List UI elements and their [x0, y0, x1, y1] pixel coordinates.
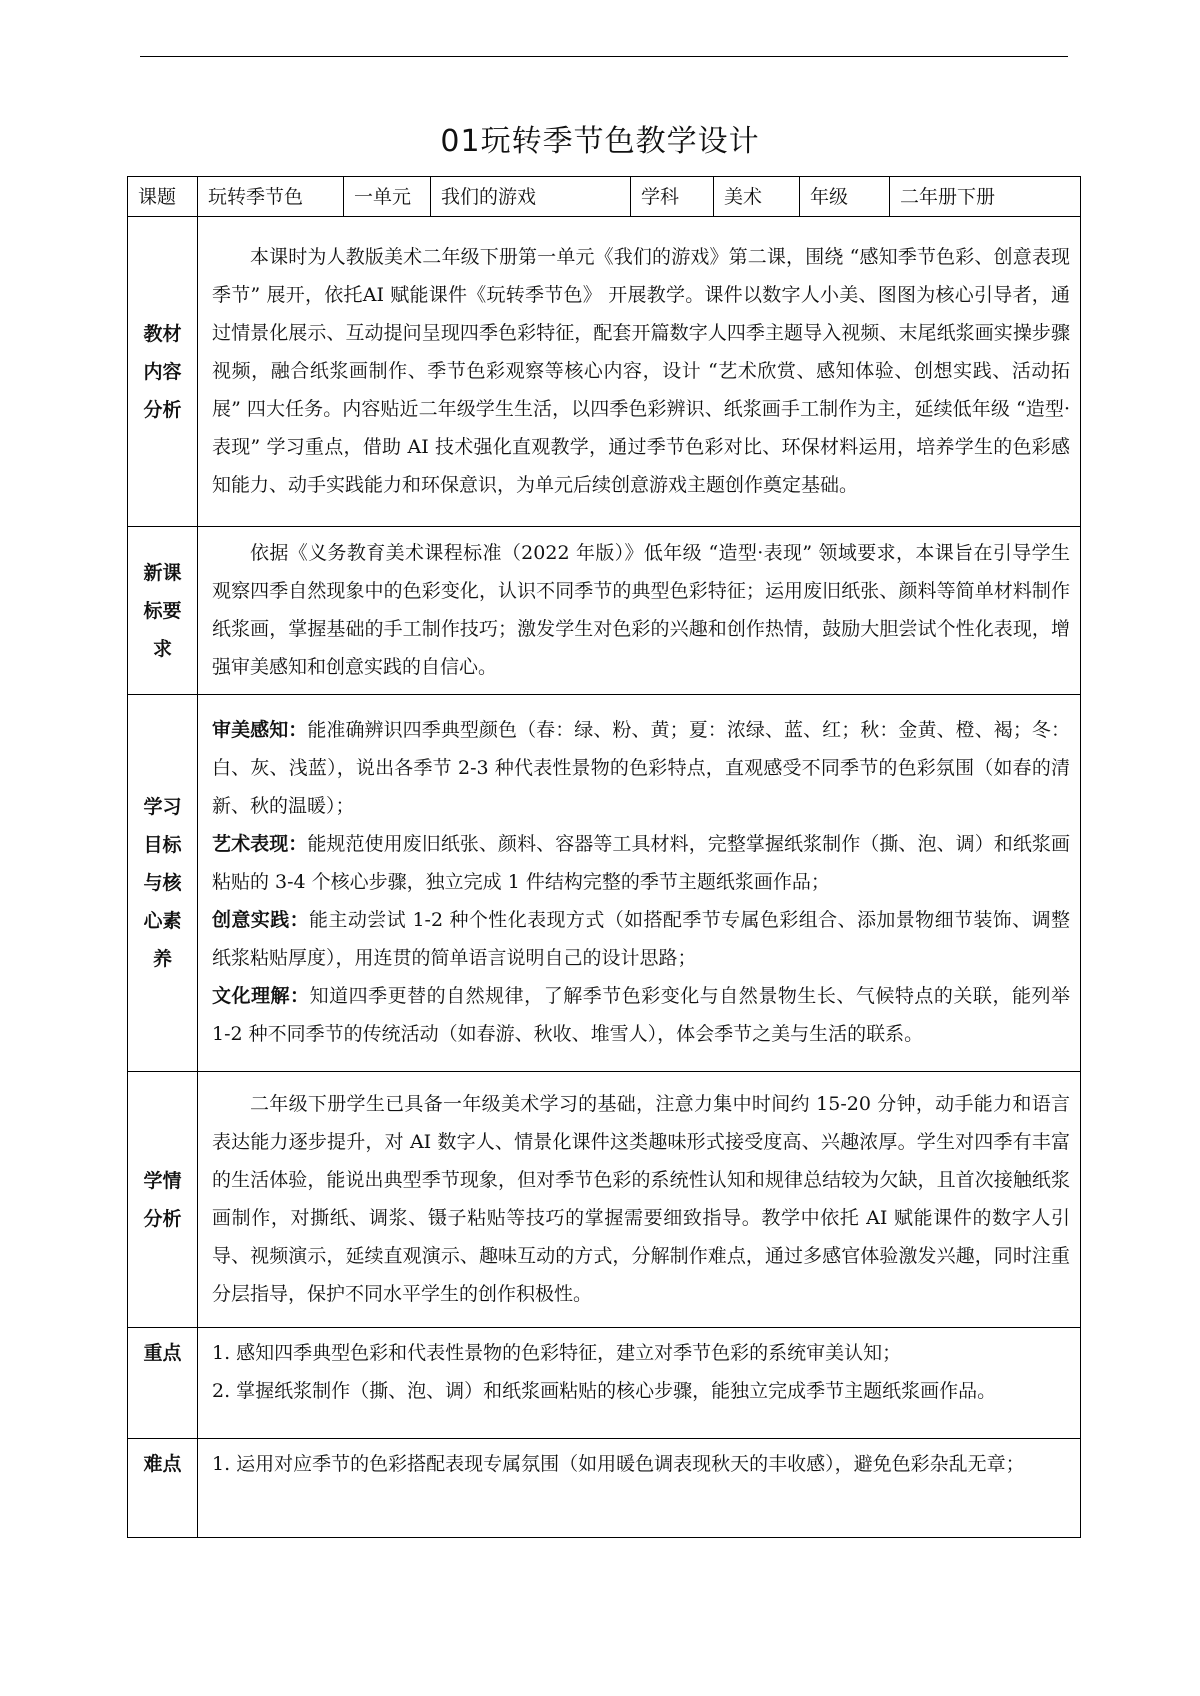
grade-label: 年级 [800, 177, 890, 217]
page-title: 01玩转季节色教学设计 [440, 124, 760, 159]
goal-creative-head: 创意实践： [212, 909, 310, 931]
header-rule [140, 56, 1068, 57]
goal-creative [212, 901, 1070, 977]
content-analysis-text: 本课时为人教版美术二年级下册第一单元《我们的游戏》第二课，围绕 “感知季节色彩、创意表现季节” 展开，依托AI 赋能课件《玩转季节色》 开展教学。课件以数字人小美、图图为核心引导者，通过情景化展示、互动提问呈现四季色彩特征，配套开篇数字人四季主题导入视频、末尾纸浆画实操步骤视频，融合纸浆画制作、季节色彩观察等核心内容，设计 “艺术欣赏、感知体验、创想实践、活动拓展” 四大任务。内容贴近二年级学生生活，以四季色彩辨识、纸浆画手工制作为主，延续低年级 “造型·表现” 学习重点，借助 AI 技术强化直观教学，通过季节色彩对比、环保材料运用，培养学生的色彩感知能力、动手实践能力和环保意识，为单元后续创意游戏主题创作奠定基础。 [212, 245, 1070, 496]
lesson-plan-table [127, 176, 1081, 1538]
topic-value: 玩转季节色 [198, 177, 344, 217]
curriculum-standard-label-text: 新课 标要 求 [143, 561, 182, 660]
learner-analysis-text: 二年级下册学生已具备一年级美术学习的基础，注意力集中时间约 15-20 分钟，动手能力和语言表达能力逐步提升，对 AI 数字人、情景化课件这类趣味形式接受度高、兴趣浓厚。学生对四季有丰富的生活体验，能说出典型季节现象，但对季节色彩的系统性认知和规律总结较为欠缺，且首次接触纸浆画制作，对撕纸、调浆、镊子粘贴等技巧的掌握需要细致指导。教学中依托 AI 赋能课件的数字人引导、视频演示，延续直观演示、趣味互动的方式，分解制作难点，通过多感官体验激发兴趣，同时注重分层指导，保护不同水平学生的创作积极性。 [212, 1092, 1070, 1305]
key-point-item: 2. 掌握纸浆制作（撕、泡、调）和纸浆画粘贴的核心步骤，能独立完成季节主题纸浆画作品。 [212, 1380, 997, 1402]
unit-value: 我们的游戏 [431, 177, 631, 217]
goal-expression-head: 艺术表现： [212, 833, 308, 855]
goal-culture-head: 文化理解： [212, 985, 310, 1007]
difficult-points-label: 难点 [128, 1439, 198, 1538]
curriculum-standard-row [128, 527, 1081, 695]
topic-label: 课题 [128, 177, 198, 217]
learner-analysis-row [128, 1072, 1081, 1328]
goal-creative-text: 能主动尝试 1-2 种个性化表现方式（如搭配季节专属色彩组合、添加景物细节装饰、调整纸浆粘贴厚度），用连贯的简单语言说明自己的设计思路； [212, 909, 1070, 969]
goal-aesthetic-text: 能准确辨识四季典型颜色（春：绿、粉、黄；夏：浓绿、蓝、红；秋：金黄、橙、褐；冬：白、灰、浅蓝），说出各季节 2-3 种代表性景物的色彩特点，直观感受不同季节的色彩氛围（如春的清新、秋的温暖）； [212, 719, 1070, 817]
goal-expression [212, 825, 1070, 901]
content-analysis-label-text: 教材 内容 分析 [143, 322, 182, 421]
content-analysis-row [128, 217, 1081, 527]
meta-row [128, 177, 1081, 217]
goal-expression-text: 能规范使用废旧纸张、颜料、容器等工具材料，完整掌握纸浆制作（撕、泡、调）和纸浆画粘贴的 3-4 个核心步骤，独立完成 1 件结构完整的季节主题纸浆画作品； [212, 833, 1070, 893]
key-points-row [128, 1328, 1081, 1439]
content-analysis-label [128, 217, 198, 527]
learning-goals-cell [198, 695, 1081, 1072]
learner-analysis-cell [198, 1072, 1081, 1328]
goal-culture-text: 知道四季更替的自然规律，了解季节色彩变化与自然景物生长、气候特点的关联，能列举 1-2 种不同季节的传统活动（如春游、秋收、堆雪人），体会季节之美与生活的联系。 [212, 985, 1070, 1045]
learning-goals-label [128, 695, 198, 1072]
unit-label: 一单元 [344, 177, 431, 217]
curriculum-standard-text: 依据《义务教育美术课程标准（2022 年版）》低年级 “造型·表现” 领域要求，本课旨在引导学生观察四季自然现象中的色彩变化，认识不同季节的典型色彩特征；运用废旧纸张、颜料等简单材料制作纸浆画，掌握基础的手工制作技巧；激发学生对色彩的兴趣和创作热情，鼓励大胆尝试个性化表现，增强审美感知和创意实践的自信心。 [212, 541, 1070, 678]
goal-aesthetic [212, 711, 1070, 825]
difficult-points-cell [198, 1439, 1081, 1538]
learner-analysis-label-text: 学情 分析 [143, 1169, 182, 1230]
goal-aesthetic-head: 审美感知： [212, 719, 308, 741]
goal-culture [212, 977, 1070, 1053]
learning-goals-row [128, 695, 1081, 1072]
curriculum-standard-label [128, 527, 198, 695]
key-points-label: 重点 [128, 1328, 198, 1439]
curriculum-standard-cell [198, 527, 1081, 695]
key-point-item: 1. 感知四季典型色彩和代表性景物的色彩特征，建立对季节色彩的系统审美认知； [212, 1342, 902, 1364]
key-points-cell [198, 1328, 1081, 1439]
learning-goals-label-text: 学习 目标 与核 心素 养 [143, 796, 182, 970]
learner-analysis-label [128, 1072, 198, 1328]
difficult-points-row [128, 1439, 1081, 1538]
grade-value: 二年册下册 [890, 177, 1081, 217]
difficult-point-item: 1. 运用对应季节的色彩搭配表现专属氛围（如用暖色调表现秋天的丰收感），避免色彩杂乱无章； [212, 1453, 1025, 1475]
subject-label: 学科 [631, 177, 714, 217]
content-analysis-cell [198, 217, 1081, 527]
subject-value: 美术 [714, 177, 800, 217]
